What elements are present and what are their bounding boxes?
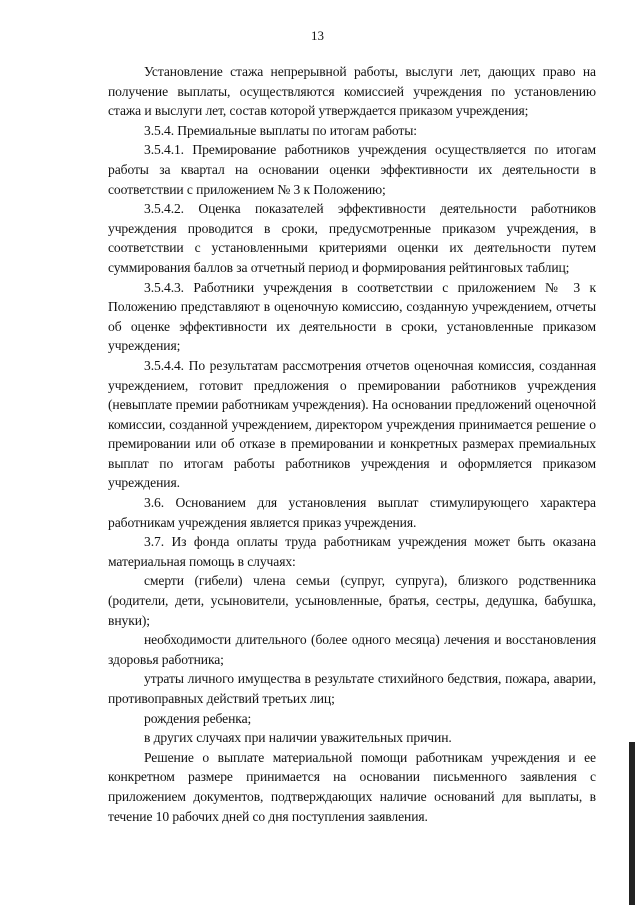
paragraph-3-5-4-1: 3.5.4.1. Премирование работников учреждения осуществляется по итогам работы за квартал на основании оценки эффективности их деятельности в соответствии с приложением № 3 к Положению;	[108, 142, 596, 197]
list-item-death-of-relative: смерти (гибели) члена семьи (супруг, супруга), близкого родственника (родители, дети, усыновители, усыновленные, братья, сестры, дедушка, бабушка, внуки);	[108, 573, 596, 628]
list-item-property-loss: утраты личного имущества в результате стихийного бедствия, пожара, аварии, противоправных действий третьих лиц;	[108, 671, 596, 706]
list-item-child-birth: рождения ребенка;	[144, 710, 252, 726]
paragraph-3-5-4-3: 3.5.4.3. Работники учреждения в соответствии с приложением № 3 к Положению представляют в оценочную комиссию, созданную учреждением, отчеты об оценке эффективности их деятельности в сроки, установленные приказом учреждения;	[108, 279, 596, 354]
list-item-other-cases: в других случаях при наличии уважительных причин.	[144, 730, 452, 746]
paragraph-decision-on-payment: Решение о выплате материальной помощи работникам учреждения и ее конкретном размере принимается на основании письменного заявления с приложением документов, подтверждающих наличие оснований для выплаты, в течение 10 рабочих дней со дня поступления заявления.	[108, 749, 596, 824]
paragraph-3-5-4-4: 3.5.4.4. По результатам рассмотрения отчетов оценочная комиссия, созданная учреждением, готовит предложения о премировании работников учреждения (невыплате премии работникам учреждения). На основании предложений оценочной комиссии, созданной учреждением, директором учреждения принимается решение о премировании или об отказе в премировании и конкретных размерах премиальных выплат по итогам работы работников учреждения и оформляется приказом учреждения.	[108, 357, 596, 491]
paragraph-3-6: 3.6. Основанием для установления выплат стимулирующего характера работникам учреждения является приказ учреждения.	[108, 495, 596, 530]
paragraph-service-length-commission: Установление стажа непрерывной работы, выслуги лет, дающих право на получение выплаты, осуществляются комиссией учреждения по установлению стажа и выслуги лет, состав которой утверждается приказом учреждения;	[108, 64, 596, 119]
paragraph-3-5-4: 3.5.4. Премиальные выплаты по итогам работы:	[144, 122, 417, 138]
scan-edge-shadow	[629, 742, 635, 905]
paragraph-3-5-4-2: 3.5.4.2. Оценка показателей эффективности деятельности работников учреждения проводится в сроки, предусмотренные приказом учреждения, в соответствии с установленными критериями оценки их деятельности путем суммирования баллов за отчетный период и формирования рейтинговых таблиц;	[108, 201, 596, 275]
page-number: 13	[311, 28, 324, 43]
document-body	[108, 62, 596, 826]
paragraph-3-7: 3.7. Из фонда оплаты труда работникам учреждения может быть оказана материальная помощь в случаях:	[108, 534, 596, 569]
list-item-long-treatment: необходимости длительного (более одного месяца) лечения и восстановления здоровья работника;	[108, 632, 596, 667]
